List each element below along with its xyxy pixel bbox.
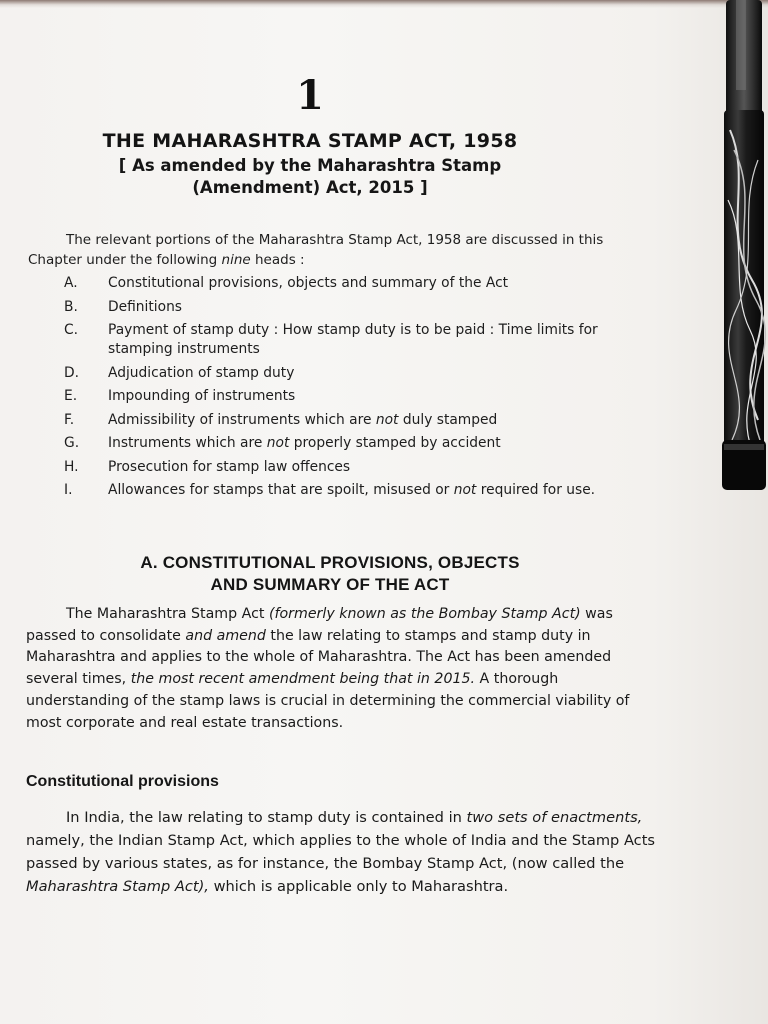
constitutional-provisions-paragraph: [26, 806, 666, 898]
section-a-paragraph: [26, 604, 648, 734]
head-item: [64, 298, 644, 317]
head-letter: D.: [64, 364, 80, 381]
section-a-paragraph-emphasis: the most recent amendment being that in 2015.: [130, 671, 476, 688]
head-item: [64, 387, 644, 406]
intro-text: The relevant portions of the Maharashtra Stamp Act, 1958 are discussed in this Chapter under the following: [28, 232, 604, 268]
head-label: [108, 482, 595, 498]
section-a-paragraph-text: A thorough understanding of the stamp laws is crucial in determining the commercial viability of most corporate and real estate transactions.: [26, 671, 630, 731]
head-label-text: Constitutional provisions, objects and summary of the Act: [108, 275, 509, 291]
section-a-paragraph-emphasis: and amend: [185, 627, 266, 644]
heads-list: [64, 274, 644, 505]
head-label: [108, 388, 295, 404]
head-label-emphasis: not: [266, 435, 290, 451]
head-item: [64, 274, 644, 293]
head-label-text: properly stamped by accident: [289, 435, 501, 451]
head-label: [108, 299, 182, 315]
head-letter: A.: [64, 275, 78, 291]
section-a-paragraph-text: the law relating to stamps and stamp duty in Maharashtra and applies to the whole of Maharashtra. The Act has been amended several times,: [26, 627, 612, 688]
head-item: [64, 481, 644, 500]
section-a-paragraph-text: The Maharashtra Stamp Act: [66, 606, 269, 622]
head-label: [108, 459, 350, 475]
head-item: [64, 321, 644, 359]
constitutional-paragraph-text: namely, the Indian Stamp Act, which applies to the whole of India and the Stamp Acts passed by various states, as for instance, the Bombay Stamp Act, (now called the: [26, 832, 656, 872]
head-label-text: Admissibility of instruments which are: [108, 411, 376, 428]
head-label-text: Impounding of instruments: [108, 388, 296, 404]
subtitle-line-2: (Amendment) Act, 2015 ]: [192, 178, 428, 197]
head-label-text: Prosecution for stamp law offences: [108, 458, 351, 475]
subtitle-line-1: [ As amended by the Maharashtra Stamp: [118, 156, 502, 175]
head-label: [108, 435, 501, 451]
head-letter: H.: [64, 458, 79, 475]
head-label-text: required for use.: [476, 482, 596, 498]
head-label: [108, 275, 508, 291]
intro-emphasis: nine: [221, 252, 251, 268]
head-item: [64, 458, 644, 477]
section-a-paragraph-emphasis: (formerly known as the Bombay Stamp Act): [268, 606, 581, 622]
head-label: [108, 365, 294, 381]
section-a-heading-line-1: A. CONSTITUTIONAL PROVISIONS, OBJECTS: [140, 553, 520, 572]
constitutional-paragraph-text: In India, the law relating to stamp duty is contained in: [66, 809, 467, 826]
head-letter: G.: [64, 435, 80, 451]
head-letter: I.: [64, 482, 73, 498]
intro-text-end: heads :: [250, 252, 305, 268]
section-a-heading: [80, 552, 580, 596]
head-label-text: duly stamped: [398, 411, 498, 428]
head-label-text: Instruments which are: [108, 435, 267, 451]
chapter-subtitle: [40, 155, 580, 199]
head-label-emphasis: not: [453, 482, 477, 498]
head-label-text: Definitions: [108, 298, 182, 315]
head-letter: F.: [64, 411, 75, 428]
intro-paragraph: [28, 230, 618, 270]
head-letter: C.: [64, 322, 79, 338]
constitutional-paragraph-emphasis: Maharashtra Stamp Act),: [26, 878, 209, 895]
head-label-text: Allowances for stamps that are spoilt, misused or: [108, 482, 454, 498]
section-a-paragraph-text: was passed to consolidate: [26, 606, 613, 644]
head-label-text: Payment of stamp duty : How stamp duty is to be paid : Time limits for stamping instruments: [108, 322, 598, 357]
head-label: [108, 322, 598, 357]
section-a-heading-line-2: AND SUMMARY OF THE ACT: [210, 575, 450, 594]
head-letter: E.: [64, 388, 78, 404]
chapter-title: THE MAHARASHTRA STAMP ACT, 1958: [102, 130, 518, 152]
head-item: [64, 411, 644, 430]
constitutional-provisions-heading: Constitutional provisions: [26, 773, 219, 790]
head-item: [64, 434, 644, 453]
head-label-text: Adjudication of stamp duty: [108, 364, 295, 381]
page-top-edge: [0, 0, 768, 8]
pen-image: [712, 0, 768, 492]
head-item: [64, 364, 644, 383]
head-letter: B.: [64, 298, 78, 315]
head-label-emphasis: not: [375, 411, 399, 428]
constitutional-paragraph-text: which is applicable only to Maharashtra.: [208, 878, 509, 895]
head-label: [108, 412, 497, 428]
constitutional-paragraph-emphasis: two sets of enactments,: [466, 809, 643, 826]
chapter-number: 1: [296, 72, 324, 119]
